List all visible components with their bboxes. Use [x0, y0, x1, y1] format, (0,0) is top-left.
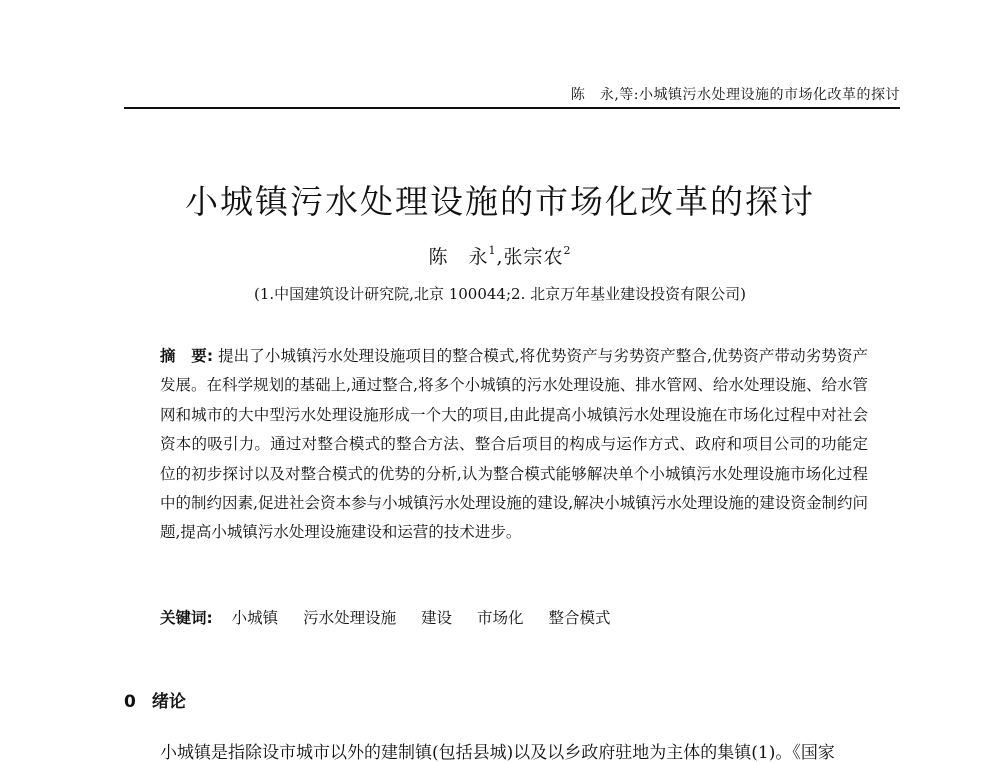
keyword: 污水处理设施 [303, 609, 397, 627]
header-rule [124, 107, 900, 109]
author-line [0, 242, 1000, 269]
keyword: 整合模式 [548, 609, 611, 627]
keyword: 建设 [421, 609, 453, 627]
abstract-label: 摘 要: [160, 347, 214, 365]
author-name: 张宗农 [503, 246, 564, 268]
author-affil-mark: 2 [563, 244, 572, 257]
section-number: 0 [124, 692, 136, 712]
body-paragraph: 小城镇是指除设市城市以外的建制镇(包括县城)以及以乡政府驻地为主体的集镇(1)。《国家 [160, 743, 835, 763]
keyword: 小城镇 [231, 609, 279, 627]
running-head: 陈 永,等:小城镇污水处理设施的市场化改革的探讨 [570, 87, 900, 103]
section-title: 绪论 [151, 692, 186, 712]
author-name: 陈 永 [428, 246, 489, 268]
keywords [160, 606, 868, 628]
abstract [160, 342, 868, 548]
author-separator: , [496, 246, 504, 268]
keyword: 市场化 [477, 609, 524, 627]
affiliation: (1.中国建筑设计研究院,北京 100044;2. 北京万年基业建设投资有限公司) [254, 285, 746, 303]
paper-title: 小城镇污水处理设施的市场化改革的探讨 [185, 182, 815, 221]
author-affil-mark: 1 [488, 244, 497, 257]
section-heading [124, 687, 186, 712]
abstract-text: 提出了小城镇污水处理设施项目的整合模式,将优势资产与劣势资产整合,优势资产带动劣势资产发展。在科学规划的基础上,通过整合,将多个小城镇的污水处理设施、排水管网、给水处理设施、给水管网和城市的大中型污水处理设施形成一个大的项目,由此提高小城镇污水处理设施在市场化过程中对社会资本的吸引力。通过对整合模式的整合方法、整合后项目的构成与运作方式、政府和项目公司的功能定位的初步探讨以及对整合模式的优势的分析,认为整合模式能够解决单个小城镇污水处理设施市场化过程中的制约因素,促进社会资本参与小城镇污水处理设施的建设,解决小城镇污水处理设施的建设资金制约问题,提高小城镇污水处理设施建设和运营的技术进步。 [160, 347, 869, 542]
keywords-label: 关键词: [160, 609, 213, 627]
